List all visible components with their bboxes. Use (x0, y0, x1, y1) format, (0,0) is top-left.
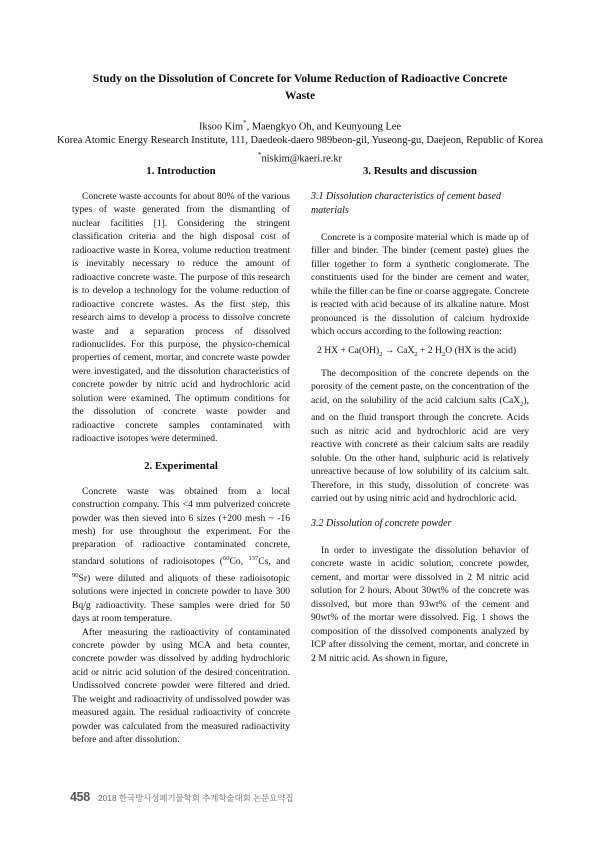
author-block (40, 116, 560, 167)
corresponding-mark: * (243, 119, 247, 127)
paper-title (70, 70, 530, 104)
subsection-heading-3-1: 3.1 Dissolution characteristics of cement based materials (311, 191, 501, 216)
intro-paragraph: Concrete waste accounts for about 80% of the various types of waste generated from the dismantling of nuclear facilities [1]. Considering the stringent classification criteria and the high disposal cost of radioactive waste in Korea, volume reduction treatment is inevitably necessary to reduce the amount of radioactive concrete waste. The purpose of this research is to develop a technology for the volume reduction of radioactive concrete wastes. As the first step, this research aims to develop a process to dissolve concrete waste and a separation process of dissolved radionuclides. For this purpose, the physico-chemical properties of cement, mortar, and concrete waste powder were investigated, and the dissolution characteristics of concrete powder by nitric acid and hydrochloric acid solution were examined. The optimum conditions for the dissolution of concrete waste powder and radioactive concrete samples contaminated with radioactive isotopes were determined. (72, 191, 290, 445)
title-line-1: Study on the Dissolution of Concrete for Volume Reduction of Radioactive Concrete (92, 72, 508, 85)
lead-author: Iksoo Kim (198, 121, 244, 133)
conference-name: 2018 한국방사성폐기물학회 추계학술대회 논문요약집 (97, 793, 294, 803)
section-heading-results: 3. Results and discussion (362, 165, 477, 177)
page-footer (70, 790, 293, 810)
reaction-equation (311, 344, 529, 361)
co-authors: , Maengkyo Oh, and Keunyoung Lee (246, 121, 402, 133)
equation-part-d: O (HX is the acid) (445, 344, 517, 356)
results-paragraph-3: In order to investigate the dissolution behavior of concrete waste in acidic solution, concrete powder, cement, and mortar were dissolved in 2 M nitric acid solution for 2 hours. About 30wt% of the concrete was dissolved, but more than 93wt% of the cement and 90wt% of the mortar were dissolved. Fig. 1 shows the composition of the dissolved components analyzed by ICP after dissolving the cement, mortar, and concrete in 2 M nitric acid. As shown in figure, (311, 544, 529, 664)
equation-part-b: → CaX (382, 344, 415, 356)
cax2-subscript: 2 (520, 400, 524, 408)
experimental-paragraph-1 (72, 485, 290, 626)
equation-part-c: + 2 H (417, 344, 442, 356)
page-number: 458 (70, 790, 90, 804)
equation-sub-2: 2 (414, 350, 418, 358)
equation-part-a: 2 HX + Ca(OH) (317, 344, 380, 356)
co-symbol: Co, (229, 556, 244, 568)
experimental-paragraph-2: After measuring the radioactivity of contaminated concrete powder by using MCA and beta counter, concrete powder was dissolved by adding hydrochloric acid or nitric acid solution of the desired concentration. Undissolved concrete powder were filtered and dried. The weight and radioactivity of undissolved powder was measured again. The residual radioactivity of concrete powder was calculated from the measured radioactivity before and after dissolution. (72, 626, 290, 746)
left-column (72, 164, 290, 747)
sr-mass-number: 90 (72, 571, 79, 579)
results-paragraph-2 (311, 367, 529, 505)
right-column (311, 164, 529, 665)
email-mark: * (257, 151, 262, 160)
results-paragraph-1: Concrete is a composite material which is made up of filler and binder. The binder (cement paste) glues the filler together to form a synthetic conglomerate. The constituents used for the binder are cement and water, while the filler can be fine or coarse aggregate. Concrete is reacted with acid because of its alkaline nature. Most pronounced is the dissolution of calcium hydroxide which occurs according to the following reaction: (311, 232, 529, 338)
section-heading-experimental: 2. Experimental (144, 459, 218, 472)
affiliation: Korea Atomic Energy Research Institute, 111, Daedeok-daero 989beon-gil, Yuseong-gu, Daejeon, Republic of Korea (57, 135, 543, 147)
cs-symbol: Cs, and (258, 556, 290, 568)
results-text-a: The decomposition of the concrete depends on the porosity of the cement paste, on the concentration of the acid, on the solubility of the acid calcium salts (CaX (311, 368, 529, 406)
experimental-text-b: Sr) were diluted and aliquots of these radioisotopic solutions were injected in concrete powder to have 300 Bq/g radioactivity. These samples were dried for 50 days at room temperature. (72, 572, 290, 625)
author-list (40, 116, 560, 134)
contact-email: niskim@kaeri.re.kr (261, 153, 343, 165)
co-mass-number: 60 (223, 554, 230, 562)
experimental-text-a: Concrete waste was obtained from a local construction company. This <4 mm pulverized concrete powder was then sieved into 6 sizes (+200 mesh ~ -16 mesh) for use throughout the experiment. For the preparation of radioactive contaminated concrete, standard solutions of radioisotopes ( (72, 485, 290, 568)
equation-sub-3: 2 (442, 350, 446, 358)
subsection-heading-3-2: 3.2 Dissolution of concrete powder (311, 518, 452, 530)
results-text-b: ), and on the fluid transport through the concrete. Acids such as nitric acid and hydrochloric acid are very reactive with concrete as their calcium salts are readily soluble. On the other hand, sulphuric acid is relatively unreactive because of low solubility of its calcium salt. Therefore, in this study, dissolution of concrete was carried out by using nitric acid and hydrochloric acid. (311, 394, 529, 505)
equation-sub-1: 2 (379, 350, 383, 358)
title-line-2: Waste (284, 89, 316, 102)
cs-mass-number: 137 (248, 554, 259, 562)
section-heading-introduction: 1. Introduction (146, 165, 216, 177)
